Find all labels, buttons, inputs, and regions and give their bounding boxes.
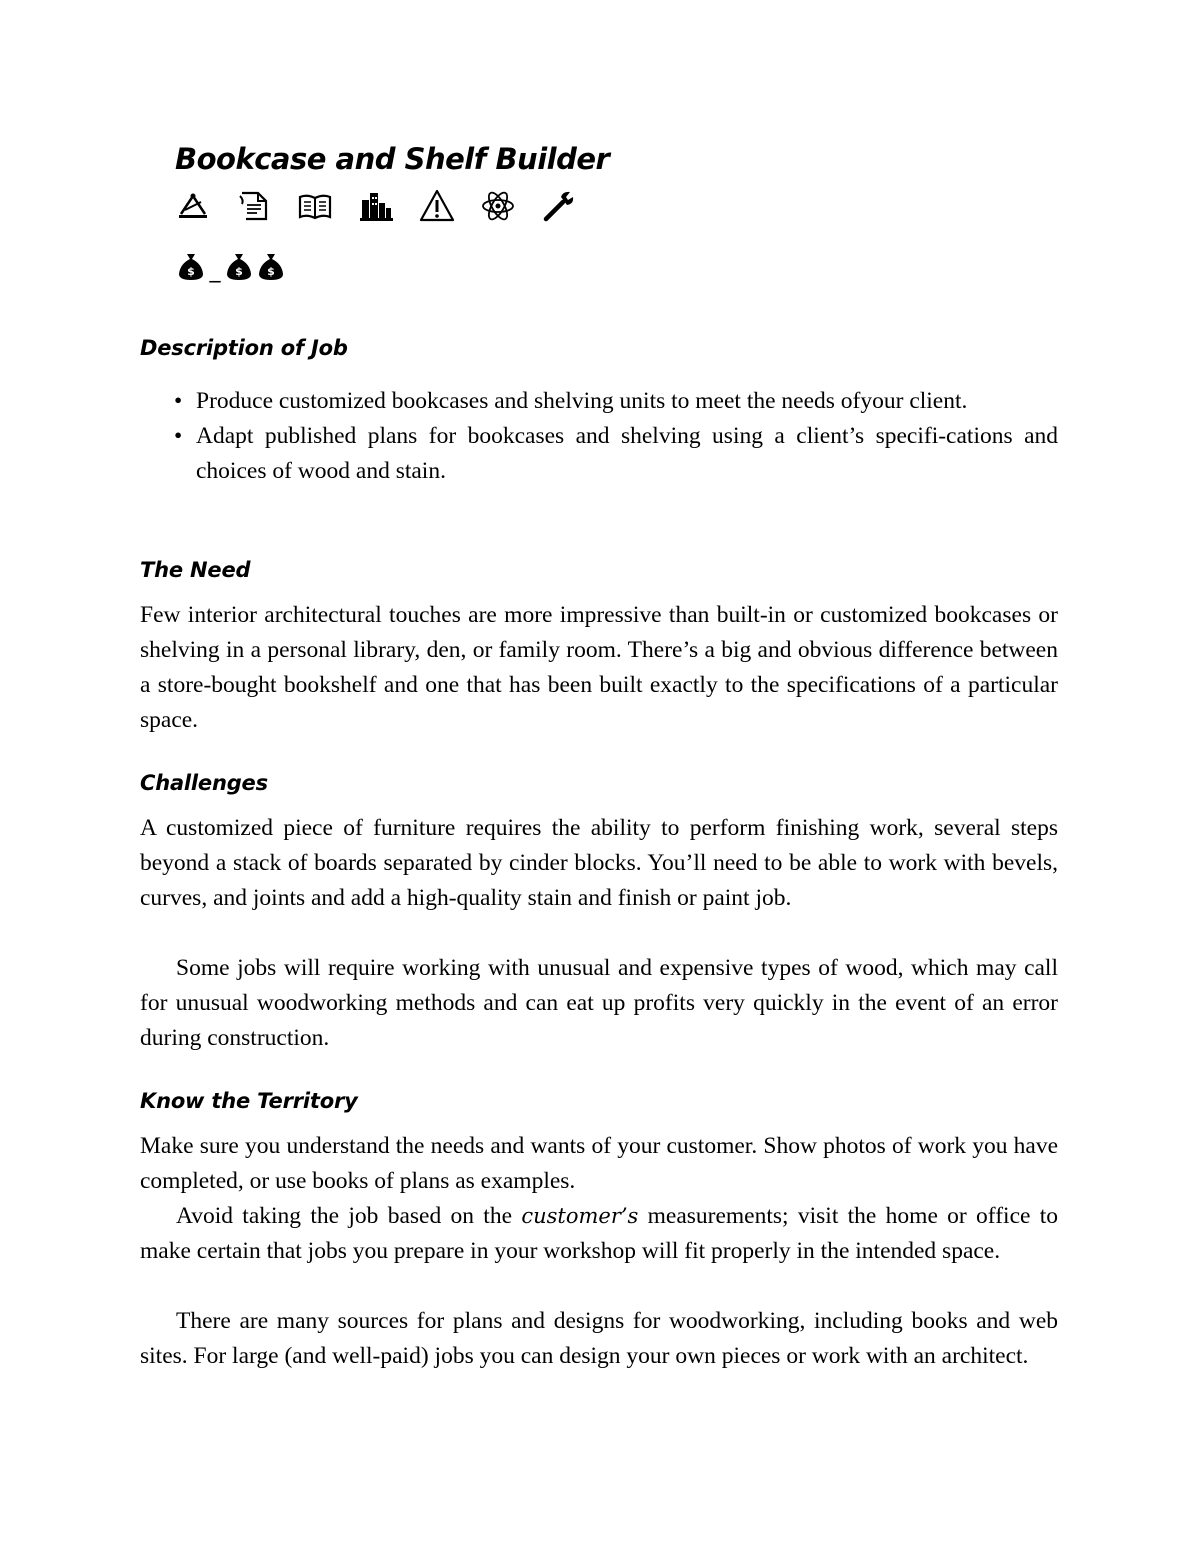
need-paragraph: Few interior architectural touches are more impressive than built-in or customized bookcases or shelving in a personal library, den, or family room. There’s a big and obvious difference between a store-bought bookshelf and one that has been built exactly to the specifications of a particular space. (140, 602, 1058, 733)
bullet-marker: • (174, 423, 183, 449)
bullet-text: Adapt published plans for bookcases and shelving using a client’s specifi-cations and choices of wood and stain. (196, 423, 1058, 484)
atom-icon (480, 188, 516, 224)
territory-paragraph-2-start: Avoid taking the job based on the (176, 1203, 522, 1229)
money-bag-icon (255, 250, 287, 282)
document-icon (236, 188, 272, 224)
money-bag-icon (223, 250, 255, 282)
svg-text:$: $ (187, 265, 195, 278)
heading-challenges: Challenges (140, 771, 268, 795)
bullet-text: Produce customized bookcases and shelving units to meet the needs ofyour client. (196, 388, 968, 414)
category-icon-row (175, 186, 602, 226)
bullet-marker: • (174, 388, 183, 414)
wrench-icon (541, 188, 577, 224)
page-title: Bookcase and Shelf Builder (175, 142, 610, 176)
cost-rating (175, 248, 287, 282)
territory-paragraph-2-end: measurements; visit the home or office to make certain that jobs you prepare in your workshop will fit properly in the intended space. (140, 1203, 1059, 1264)
list-item (140, 384, 1058, 419)
drafting-icon (175, 188, 211, 224)
heading-need: The Need (140, 558, 251, 582)
territory-paragraph-1: Make sure you understand the needs and wants of your customer. Show photos of work you have completed, or use books of plans as examples. (140, 1133, 1058, 1194)
heading-territory: Know the Territory (140, 1089, 358, 1113)
challenges-paragraph-2: Some jobs will require working with unusual and expensive types of wood, which may call for unusual woodworking methods and can eat up profits very quickly in the event of an error during construction. (140, 955, 1058, 1051)
list-item (140, 419, 1058, 489)
money-bag-icon (175, 250, 207, 282)
territory-paragraph-3: There are many sources for plans and designs for woodworking, including books and web sites. For large (and well-paid) jobs you can design your own pieces or work with an architect. (140, 1308, 1058, 1369)
description-bullet-list (140, 384, 1058, 489)
svg-text:$: $ (267, 265, 275, 278)
svg-text:$: $ (235, 265, 243, 278)
territory-paragraph-2-emphasis: customer’s (521, 1204, 639, 1228)
buildings-icon (358, 188, 394, 224)
territory-paragraph-2 (140, 1199, 1058, 1269)
heading-description: Description of Job (140, 336, 348, 360)
cost-separator: _ (209, 258, 221, 283)
challenges-paragraph-1: A customized piece of furniture requires the ability to perform finishing work, several steps beyond a stack of boards separated by cinder blocks. You’ll need to be able to work with bevels, curves, and joints and add a high-quality stain and finish or paint job. (140, 815, 1058, 911)
warning-icon (419, 188, 455, 224)
book-icon (297, 188, 333, 224)
